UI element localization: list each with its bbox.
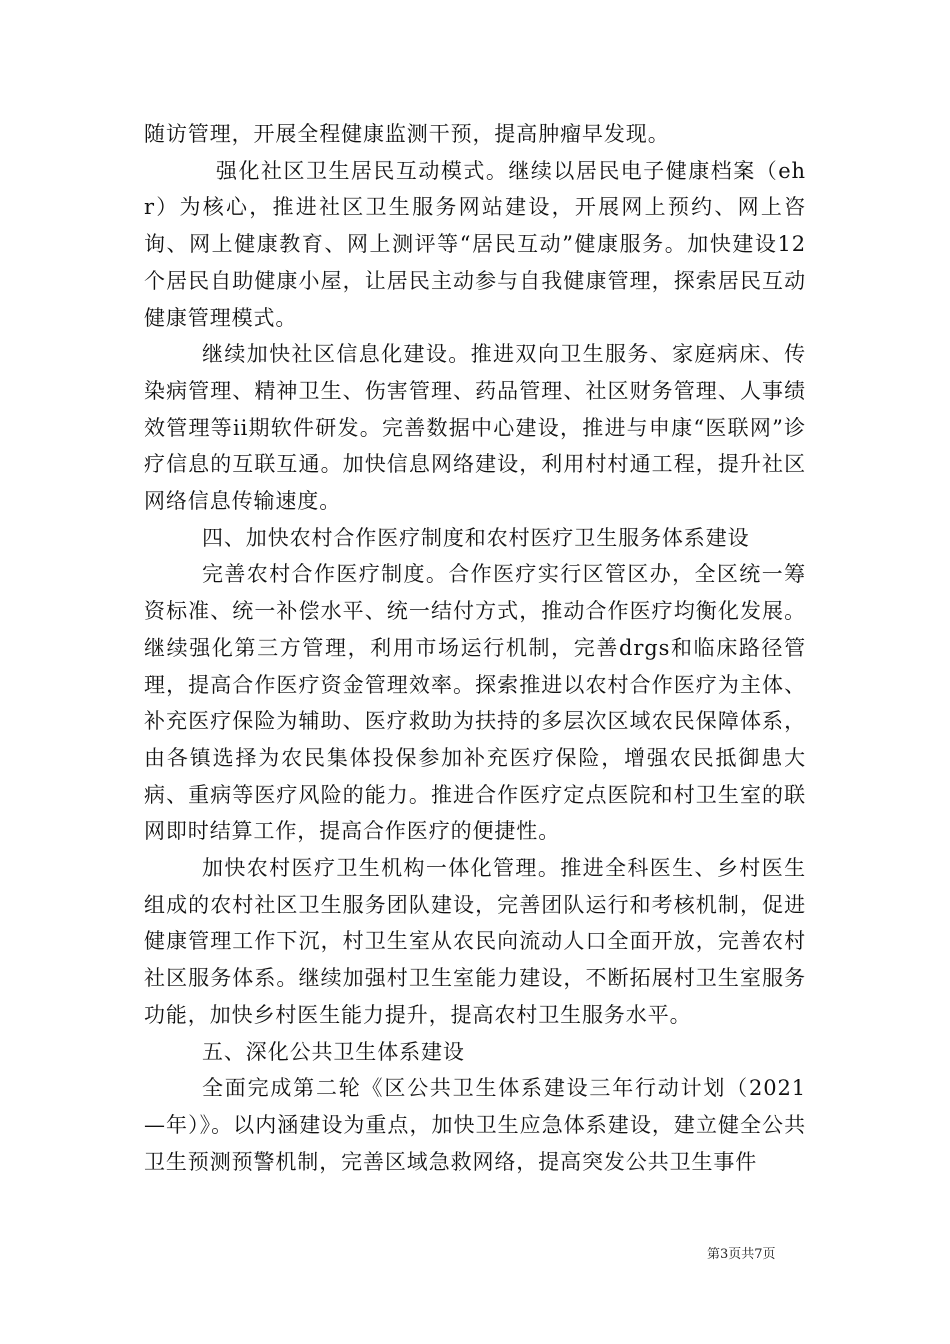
section-heading-4: 四、加快农村合作医疗制度和农村医疗卫生服务体系建设 <box>202 525 750 550</box>
paragraph-3: 继续加快社区信息化建设。推进双向卫生服务、家庭病床、传染病管理、精神卫生、伤害管理、药品管理、社区财务管理、人事绩效管理等ii期软件研发。完善数据中心建设，推进与申康“医联网”诊疗信息的互联互通。加快信息网络建设，利用村村通工程，提升社区网络信息传输速度。 <box>144 342 806 514</box>
paragraph-2: 强化社区卫生居民互动模式。继续以居民电子健康档案（ehr）为核心，推进社区卫生服务网站建设，开展网上预约、网上咨询、网上健康教育、网上测评等“居民互动”健康服务。加快建设12个居民自助健康小屋，让居民主动参与自我健康管理，探索居民互动健康管理模式。 <box>144 158 806 330</box>
paragraph-6: 加快农村医疗卫生机构一体化管理。推进全科医生、乡村医生组成的农村社区卫生服务团队建设，完善团队运行和考核机制，促进健康管理工作下沉，村卫生室从农民向流动人口全面开放，完善农村社区服务体系。继续加强村卫生室能力建设，不断拓展村卫生室服务功能，加快乡村医生能力提升，提高农村卫生服务水平。 <box>144 856 806 1027</box>
paragraph-8: 全面完成第二轮《区公共卫生体系建设三年行动计划（2021—年）》。以内涵建设为重点，加快卫生应急体系建设，建立健全公共卫生预测预警机制，完善区域急救网络，提高突发公共卫生事件 <box>144 1076 806 1174</box>
document-body <box>144 116 806 1180</box>
section-heading-5: 五、深化公共卫生体系建设 <box>202 1039 465 1064</box>
paragraph-5: 完善农村合作医疗制度。合作医疗实行区管区办，全区统一筹资标准、统一补偿水平、统一结付方式，推动合作医疗均衡化发展。继续强化第三方管理，利用市场运行机制，完善drgs和临床路径管理，提高合作医疗资金管理效率。探索推进以农村合作医疗为主体、补充医疗保险为辅助、医疗救助为扶持的多层次区域农民保障体系，由各镇选择为农民集体投保参加补充医疗保险，增强农民抵御患大病、重病等医疗风险的能力。推进合作医疗定点医院和村卫生室的联网即时结算工作，提高合作医疗的便捷性。 <box>144 562 806 844</box>
page-number-footer: 第3页共7页 <box>707 1247 776 1262</box>
paragraph-1: 随访管理，开展全程健康监测干预，提高肿瘤早发现。 <box>144 122 670 146</box>
